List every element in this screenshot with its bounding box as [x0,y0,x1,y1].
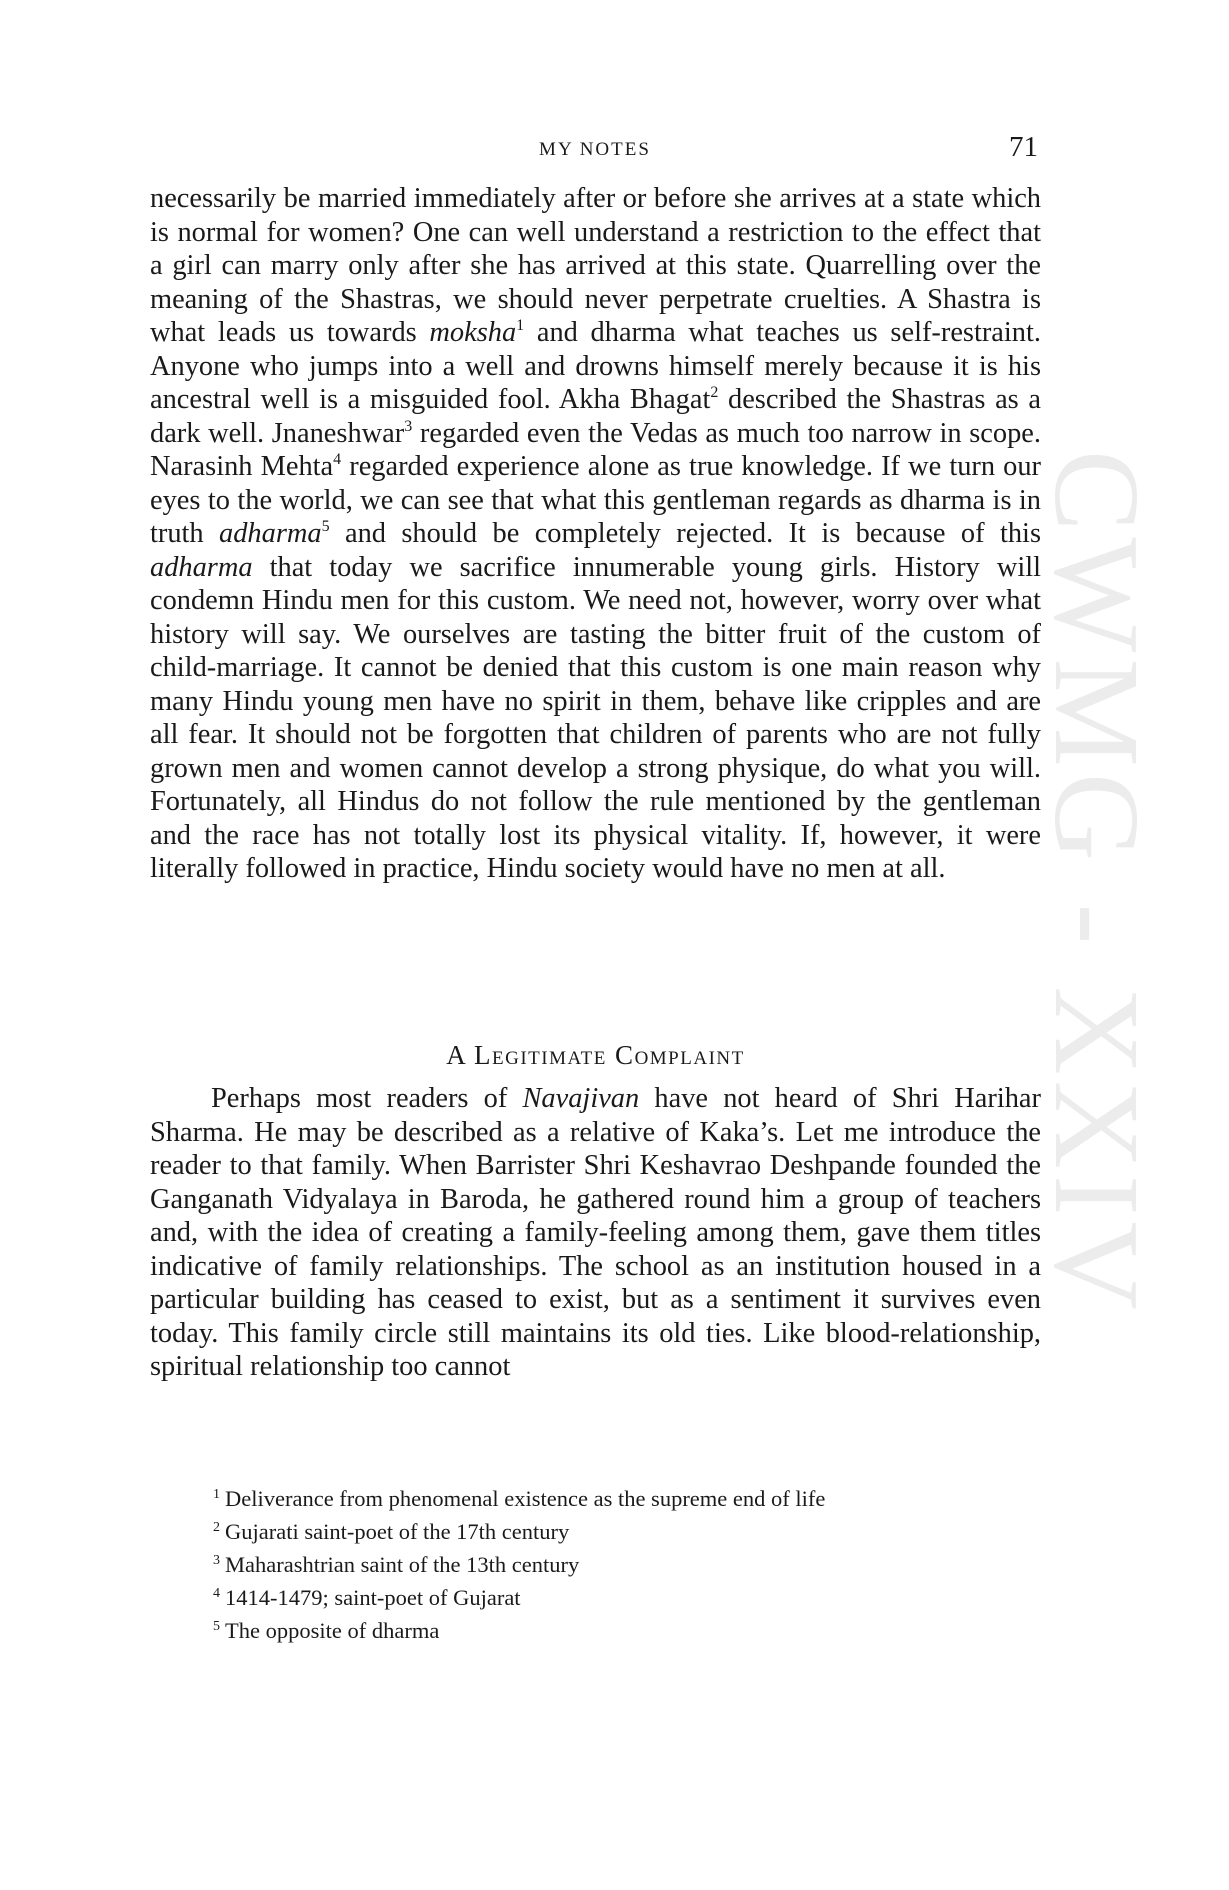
footnote-text: 1414-1479; saint-poet of Gujarat [225,1585,521,1610]
footnote [213,1579,1013,1612]
italic-title: Navajivan [522,1083,640,1114]
paragraph: Perhaps most readers of Navajivan have not heard of Shri Harihar Sharma. He may be described as a relative of Kaka’s. Let me introduce the reader to that family. When Barrister Shri Keshavrao Deshpande founded the Ganganath Vidyalaya in Baroda, he gathered round him a group of teachers and, with the idea of creating a family-feeling among them, gave them titles indicative of family relationships. The school as an institution housed in a particular building has ceased to exist, but as a sentiment it survives even today. This family circle still maintains its old ties. Like blood-relationship, spiritual relationship too cannot [150,1083,1041,1382]
footnote-ref: 1 [516,317,525,334]
section-body [150,1082,1041,1384]
page-header [150,131,1040,175]
footnote-ref: 3 [404,417,413,435]
footnote [213,1513,1013,1546]
footnote-mark: 1 [213,1487,220,1502]
italic-term: moksha [429,317,517,348]
body-text-continued [150,182,1041,886]
footnote-text: The opposite of dharma [225,1618,440,1643]
footnote-ref: 2 [710,384,719,401]
footnote-ref: 4 [333,451,342,468]
footnotes [213,1480,1013,1645]
footnote-mark: 3 [213,1553,220,1568]
footnote-mark: 5 [213,1619,220,1634]
footnote [213,1546,1013,1579]
footnote-text: Gujarati saint-poet of the 17th century [225,1519,570,1544]
section-heading: A Legitimate Complaint [446,1040,745,1070]
footnote-mark: 2 [213,1520,220,1535]
paragraph: necessarily be married immediately after or before she arrives at a state which is normal for women? One can well understand a restriction to the effect that a girl can marry only after she has arrived at this state. Quarrelling over the meaning of the Shastras, we should never perpetrate cruelties. A Shastra is what leads us towards moksha$^1$ and dharma what teaches us self-restraint. Anyone who jumps into a well and drowns himself merely because it is his ancestral well is a misguided fool. Akha Bhagat$^2$ described the Shastras as a dark well. Jnaneshwar$^3$ regarded even the Vedas as much too narrow in scope. Narasinh Mehta$^4$ regarded experience alone as true knowledge. If we turn our eyes to the world, we can see that what this gentleman regards as dharma is in truth adharma$^5$ and should be completely rejected. It is because of this adharma that today we sacrifice innumerable young girls. History will condemn Hindu men for this custom. We need not, however, worry over what history will say. We ourselves are tasting the bitter fruit of the custom of child-marriage. It cannot be denied that this custom is one main reason why many Hindu young men have no spirit in them, behave like cripples and are all fear. It should not be forgotten that children of parents who are not fully grown men and women cannot develop a strong physique, do what you will. Fortunately, all Hindus do not follow the rule mentioned by the gentleman and the race has not totally lost its physical vitality. If, however, it were literally followed in practice, Hindu society would have no men at all. [150,183,1042,884]
footnote [213,1612,1013,1645]
footnote [213,1480,1013,1513]
page-number: 71 [1009,131,1038,163]
footnote-mark: 4 [213,1586,220,1601]
footnote-text: Maharashtrian saint of the 13th century [225,1552,580,1577]
footnote-ref: 5 [321,518,330,535]
footnote-text: Deliverance from phenomenal existence as the supreme end of life [225,1486,826,1511]
italic-term: adharma [219,518,322,549]
watermark: CWMG - XXIV [1029,450,1164,1316]
running-head: MY NOTES [539,139,651,160]
italic-term: adharma [150,551,253,583]
